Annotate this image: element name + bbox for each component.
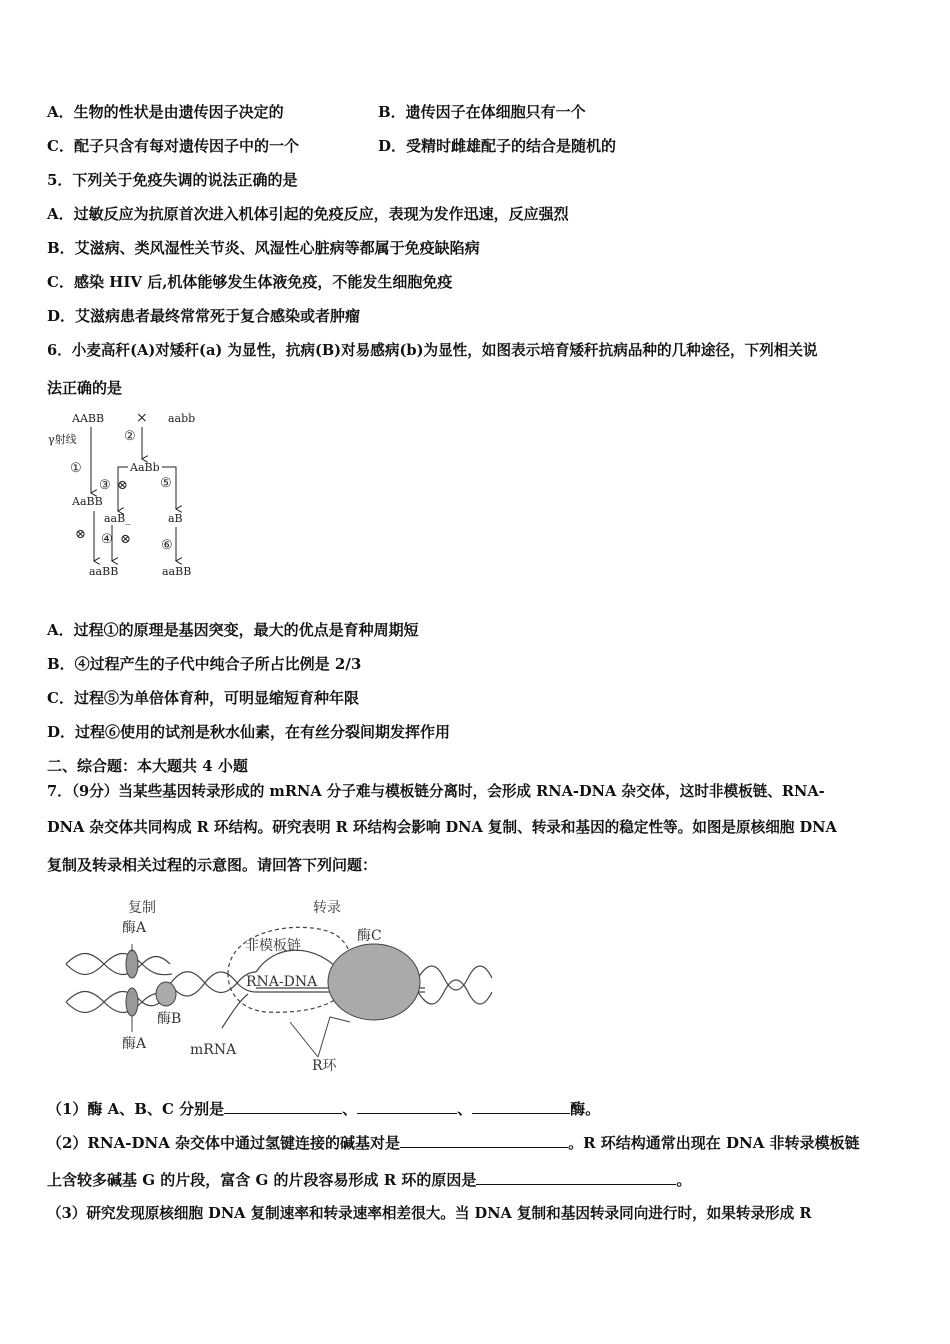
output-aabb-2: aaBB: [162, 565, 192, 578]
enzyme-b-shape: [156, 982, 176, 1006]
parent-aabb-rec: aabb: [168, 412, 196, 425]
q7-sub1-suffix: 酶。: [570, 1100, 601, 1118]
step5-label: ⑤: [160, 476, 172, 491]
output-aabb-1: aaBB: [89, 565, 119, 578]
rna-dna-hybrid-label: RNA-DNA: [246, 974, 318, 990]
q7-sub2-middle: 。R 环结构通常出现在 DNA 非转录模板链: [568, 1134, 860, 1152]
self-symbol-1: ⊗: [117, 478, 128, 493]
downstream-helix-strand-2: [418, 980, 492, 1004]
answer-blank-enzyme-b[interactable]: [357, 1097, 457, 1114]
q7-line3: 复制及转录相关过程的示意图。请回答下列问题：: [47, 856, 378, 874]
separator-1: 、: [342, 1100, 358, 1118]
q5-stem: 5．下列关于免疫失调的说法正确的是: [47, 171, 298, 189]
lower-helix-strand-1: [66, 992, 166, 1013]
enzyme-b-label: 酶B: [157, 1011, 182, 1027]
dna-process-figure: [60, 892, 510, 1082]
r-loop-label: R环: [312, 1058, 337, 1074]
answer-blank-base-pairs[interactable]: [400, 1131, 568, 1148]
enzyme-c-label: 酶C: [357, 928, 382, 944]
q6-option-c: C．过程⑤为单倍体育种，可明显缩短育种年限: [47, 689, 359, 707]
q7-line2: DNA 杂交体共同构成 R 环结构。研究表明 R 环结构会影响 DNA 复制、转录和基因的稳定性等。如图是原核细胞 DNA: [47, 819, 837, 836]
r-loop-pointer: [290, 1017, 350, 1057]
enzyme-a-bottom-shape: [126, 988, 138, 1016]
step1-label: ①: [70, 461, 82, 476]
enzyme-a-top-label: 酶A: [122, 920, 147, 936]
section2-heading: 二、综合题：本大题共 4 小题: [47, 757, 248, 775]
f1-aabb: AaBb: [130, 461, 160, 474]
step3-label: ③: [99, 478, 111, 493]
q7-sub1-prefix: （1）酶 A、B、C 分别是: [47, 1100, 225, 1118]
gamete-ab: aB: [168, 512, 183, 525]
step2-label: ②: [124, 429, 136, 444]
enzyme-a-top-shape: [126, 950, 138, 978]
q7-sub3: （3）研究发现原核细胞 DNA 复制速率和转录速率相差很大。当 DNA 复制和基因转录同向进行时，如果转录形成 R: [47, 1205, 812, 1222]
nontemplate-strand-label: 非模板链: [245, 938, 301, 954]
q6-option-b: B．④过程产生的子代中纯合子所占比例是 2/3: [47, 655, 362, 673]
self-symbol-3: ⊗: [120, 532, 131, 547]
parent-helix-strand-2: [170, 972, 256, 996]
q7-sub2-prefix: （2）RNA-DNA 杂交体中通过氢键连接的碱基对是: [47, 1134, 401, 1152]
q4-option-d: D．受精时雌雄配子的结合是随机的: [378, 137, 617, 155]
mrna-label: mRNA: [190, 1042, 237, 1058]
step6-label: ⑥: [161, 538, 173, 553]
self-symbol-2: ⊗: [75, 527, 86, 542]
transcription-label: 转录: [313, 900, 341, 916]
q7-sub2: [47, 1131, 860, 1153]
q6-stem-line2: 法正确的是: [47, 379, 123, 397]
mutant-aabb: AaBB: [72, 495, 103, 508]
q4-option-a: A．生物的性状是由遗传因子决定的: [47, 103, 284, 121]
q6-option-a: A．过程①的原理是基因突变，最大的优点是育种周期短: [47, 621, 419, 639]
downstream-helix-strand-1: [418, 966, 492, 990]
enzyme-c-shape: [328, 944, 420, 1020]
cross-symbol: ×: [136, 410, 148, 426]
selected-aab: aaB_: [104, 512, 131, 525]
upper-helix-strand-1: [66, 954, 170, 975]
q7-sub2-line2: [47, 1168, 691, 1190]
gamma-ray-label: γ射线: [48, 433, 77, 446]
q7-sub2-line2-suffix: 。: [676, 1171, 692, 1189]
answer-blank-enzyme-c[interactable]: [472, 1097, 570, 1114]
q5-option-c: C．感染 HIV 后,机体能够发生体液免疫，不能发生细胞免疫: [47, 273, 453, 291]
mrna-strand: [222, 994, 248, 1028]
q5-option-a: A．过敏反应为抗原首次进入机体引起的免疫反应，表现为发作迅速，反应强烈: [47, 205, 569, 223]
q4-option-b: B．遗传因子在体细胞只有一个: [378, 103, 586, 121]
q7-sub2-line2-prefix: 上含较多碱基 G 的片段，富含 G 的片段容易形成 R 环的原因是: [47, 1171, 477, 1189]
separator-2: 、: [457, 1100, 473, 1118]
q7-line1: 7．（9分）当某些基因转录形成的 mRNA 分子难与模板链分离时，会形成 RNA-DNA 杂交体，这时非模板链、RNA-: [47, 783, 825, 800]
parent-aabb-dom: AABB: [72, 412, 105, 425]
replication-label: 复制: [128, 900, 156, 916]
q5-option-b: B．艾滋病、类风湿性关节炎、风湿性心脏病等都属于免疫缺陷病: [47, 239, 480, 257]
breeding-diagram: [40, 405, 220, 585]
q6-stem-line1: 6．小麦高秆(A)对矮秆(a) 为显性，抗病(B)对易感病(b)为显性，如图表示培育矮秆抗病品种的几种途径，下列相关说: [47, 342, 818, 359]
q4-option-c: C．配子只含有每对遗传因子中的一个: [47, 137, 299, 155]
q5-option-d: D．艾滋病患者最终常常死于复合感染或者肿瘤: [47, 307, 361, 325]
step4-label: ④: [101, 532, 113, 547]
answer-blank-g-reason[interactable]: [476, 1168, 676, 1185]
q7-sub1: [47, 1097, 600, 1119]
enzyme-a-bottom-label: 酶A: [122, 1036, 147, 1052]
q6-option-d: D．过程⑥使用的试剂是秋水仙素，在有丝分裂间期发挥作用: [47, 723, 451, 741]
answer-blank-enzyme-a[interactable]: [224, 1097, 342, 1114]
